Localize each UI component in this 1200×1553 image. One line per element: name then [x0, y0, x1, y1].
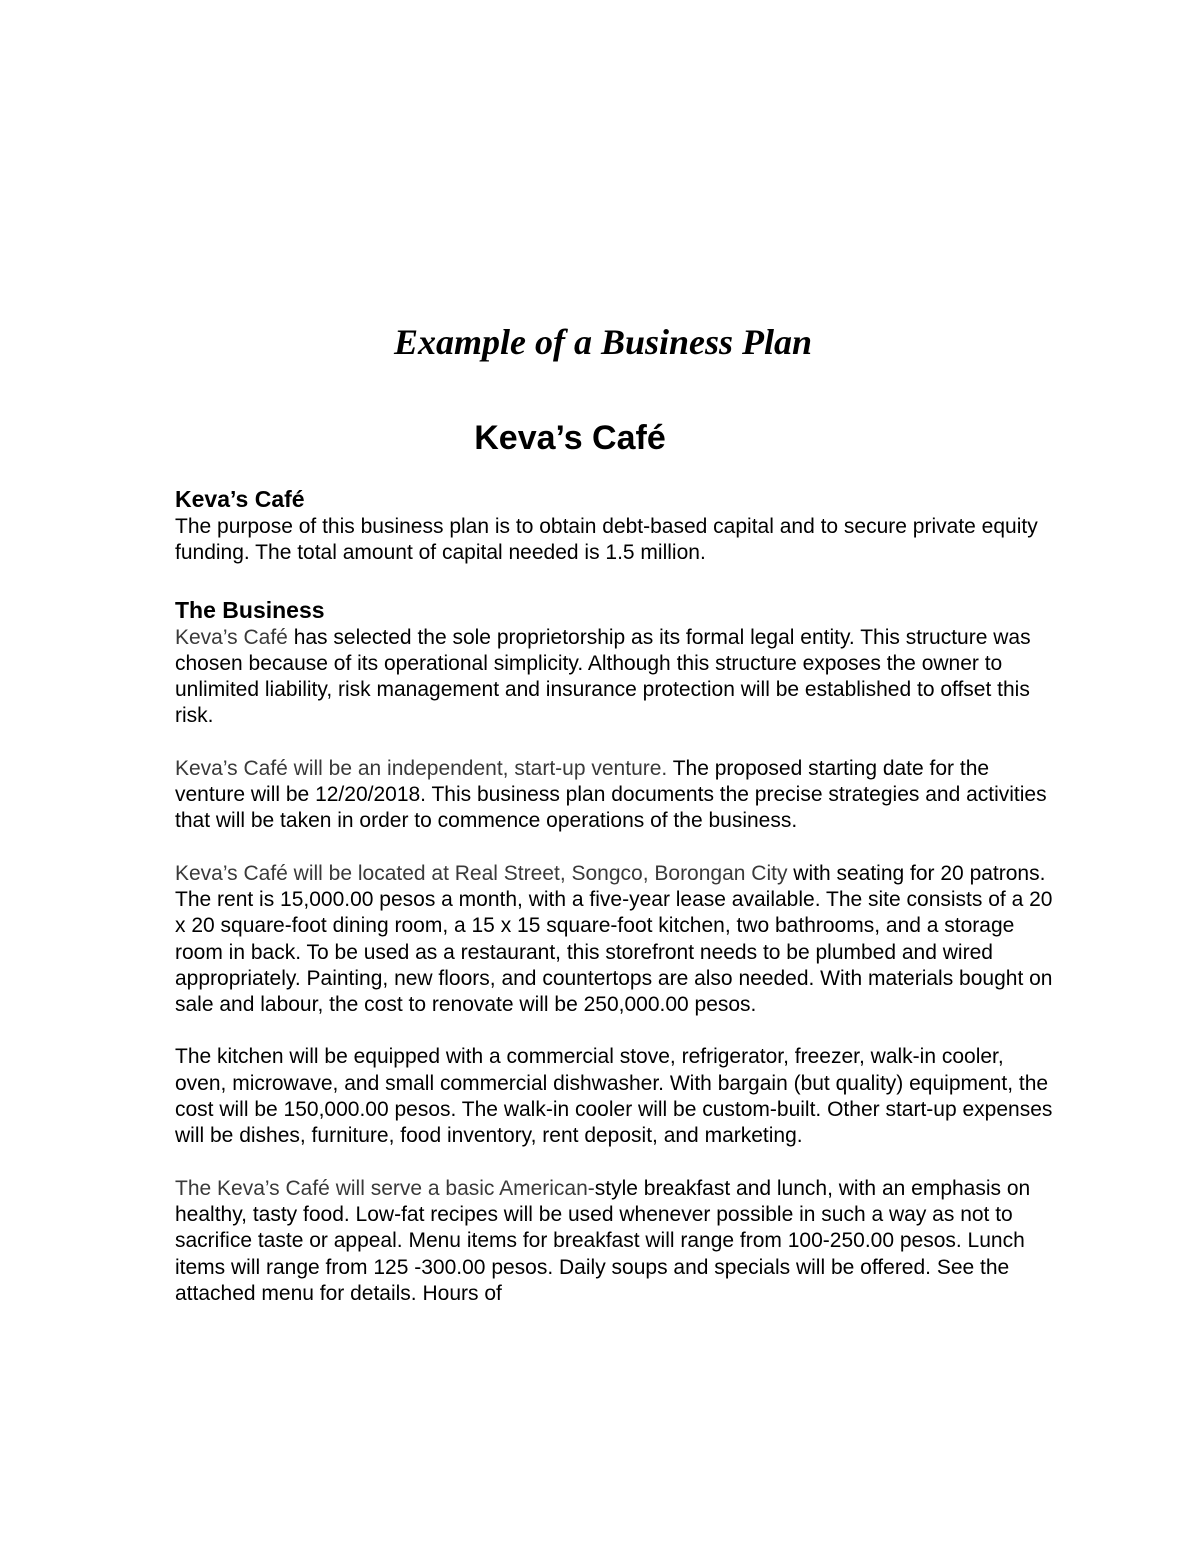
document-title: Example of a Business Plan — [393, 322, 813, 362]
business-paragraph-5-rest: style breakfast and lunch, with an emphasis on healthy, tasty food. Low-fat recipes will be used whenever possible in such a way as not to sacrifice taste or appeal. Menu items for breakfast will range from 100-250.00 pesos. Lunch items will range from 125 -300.00 pesos. Daily soups and specials will be offered. See the attached menu for details. Hours of — [175, 1176, 1031, 1305]
business-paragraph-2-lead: Keva’s Café will be an independent, start-up venture. — [175, 756, 668, 780]
business-paragraph-1 — [175, 625, 1055, 730]
intro-heading: Keva’s Café — [175, 486, 305, 512]
intro-paragraph: The purpose of this business plan is to obtain debt-based capital and to secure private equity funding. The total amount of capital needed is 1.5 million. — [175, 515, 1038, 565]
business-paragraph-3-rest: with seating for 20 patrons. The rent is 15,000.00 pesos a month, with a five-year lease available. The site consists of a 20 x 20 square-foot dining room, a 15 x 15 square-foot kitchen, two bathrooms, and a storage room in back. To be used as a restaurant, this storefront needs to be plumbed and wired appropriately. Painting, new floors, and countertops are also needed. With materials bought on sale and labour, the cost to renovate will be 250,000.00 pesos. — [175, 861, 1053, 1017]
business-paragraph-1-rest: has selected the sole proprietorship as its formal legal entity. This structure was chosen because of its operational simplicity. Although this structure exposes the owner to unlimited liability, risk management and insurance protection will be established to offset this risk. — [175, 625, 1031, 728]
cafe-title: Keva’s Café — [474, 419, 666, 457]
business-paragraph-5-lead: The Keva’s Café will serve a basic American- — [175, 1176, 595, 1200]
document-body — [175, 484, 1055, 1307]
business-paragraph-2 — [175, 756, 1055, 835]
business-heading: The Business — [175, 596, 325, 623]
business-paragraph-5 — [175, 1176, 1055, 1307]
business-paragraph-3 — [175, 861, 1055, 1019]
business-paragraph-2-rest: The proposed starting date for the venture will be 12/20/2018. This business plan documents the precise strategies and activities that will be taken in order to commence operations of the business. — [175, 756, 1047, 833]
business-paragraph-1-lead: Keva’s Café — [175, 625, 288, 649]
business-paragraph-3-lead: Keva’s Café will be located at Real Street, Songco, Borongan City — [175, 861, 788, 885]
business-paragraph-4: The kitchen will be equipped with a commercial stove, refrigerator, freezer, walk-in cooler, oven, microwave, and small commercial dishwasher. With bargain (but quality) equipment, the cost will be 150,000.00 pesos. The walk-in cooler will be custom-built. Other start-up expenses will be dishes, furniture, food inventory, rent deposit, and marketing. — [175, 1045, 1053, 1148]
